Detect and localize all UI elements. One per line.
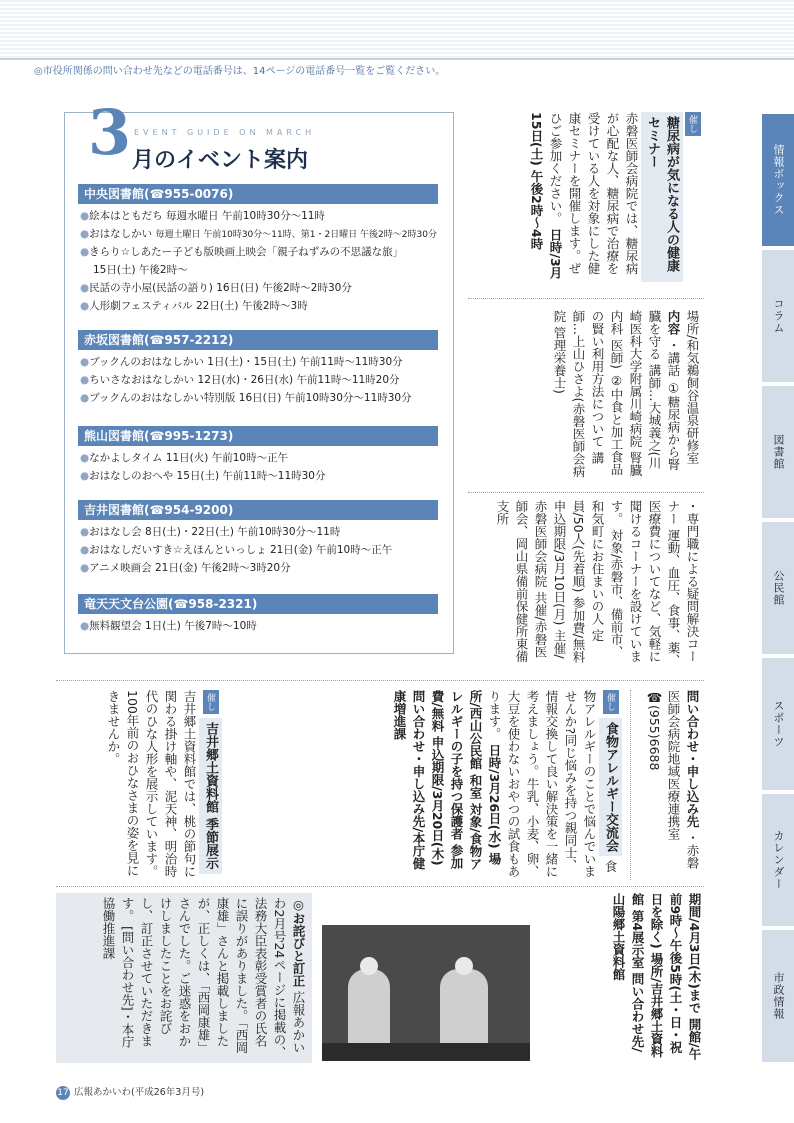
list-item: ●無料観望会 1日(土) 午後7時〜10時	[80, 620, 257, 632]
list-item: ●なかよしタイム 11日(火) 午前10時〜正午	[80, 452, 289, 464]
list-item: ●おはなしのおへや 15日(土) 午前11時〜11時30分	[80, 470, 326, 482]
tab-info-box[interactable]: 情報ボックス	[762, 114, 794, 246]
side-index	[760, 0, 794, 1123]
list-item: ●ちいさなおはなしかい 12日(水)・26日(水) 午前11時〜11時20分	[80, 374, 400, 386]
event-guide-title: 月のイベント案内	[132, 148, 309, 173]
diabetes-article-middle: 場所/和気鵜飼谷温泉研修室 内容 ・講話 ①糖尿病から腎臓を守る 講師…大城義之(川崎医科大学附属川崎病院 腎臓内科 医師) ②中食と加工食品の賢い利用方法について 講師…上山ひさよ(赤磐医師会病院 管理栄養士)	[552, 310, 700, 478]
divider	[468, 298, 704, 299]
category-badge: 催し	[203, 690, 219, 714]
event-guide-english: EVENT GUIDE ON MARCH	[134, 128, 316, 137]
allergy-heading: 食物アレルギー交流会	[599, 718, 622, 856]
diabetes-contact: 問い合わせ・申し込み先 ・赤磐医師会病院地域医療連携室 ☎(955)6688	[647, 690, 700, 869]
list-item: ●絵本はともだち 毎週水曜日 午前10時30分〜11時	[80, 210, 325, 222]
month-number: 3	[88, 96, 132, 169]
category-badge: 催し	[603, 690, 619, 714]
list-item: ●おはなし会 8日(土)・22日(土) 午前10時30分〜11時	[80, 526, 341, 538]
section-akasaka-library: 赤坂図書館(☎957-2212)	[78, 330, 438, 350]
diabetes-heading: 糖尿病が気になる人の健康セミナー	[641, 112, 683, 282]
section-yoshii-library: 吉井図書館(☎954-9200)	[78, 500, 438, 520]
header-band	[0, 0, 794, 58]
diabetes-article-top: 催し 糖尿病が気になる人の健康セミナー 赤磐医師会病院では、糖尿病が心配な人、糖尿病で治療を受けている人を対象にした健康セミナーを開催します。ぜひご参加ください。 日時/3月15日(土) 午後2時〜4時	[470, 112, 702, 282]
list-item: ●ブックんのおはなしかい特別版 16日(日) 午前10時30分〜11時30分	[80, 392, 412, 404]
tab-sports[interactable]: スポーツ	[762, 658, 794, 790]
section-observatory: 竜天天文台公園(☎958-2321)	[78, 594, 438, 614]
list-item: ●ブックんのおはなしかい 1日(土)・15日(土) 午前11時〜11時30分	[80, 356, 403, 368]
tab-community-center[interactable]: 公民館	[762, 522, 794, 654]
list-item: ●きらり☆しあたー子ども版映画上映会「親子ねずみの不思議な旅」	[80, 246, 404, 258]
museum-article-right: 期間/4月3日(木)まで 開館/午前9時〜午後5時(土・日・祝日を除く) 場所/吉井郷土資料館 第4展示室 問い合わせ先/山陽郷土資料館	[611, 893, 702, 1060]
list-item: ●民話の寺小屋(民話の語り) 16日(日) 午後2時〜2時30分	[80, 282, 352, 294]
list-item: ●おはなしかい 毎週土曜日 午前10時30分〜11時、第1・2日曜日 午後2時〜2時30分	[80, 228, 437, 240]
tab-library[interactable]: 図書館	[762, 386, 794, 518]
museum-article-left: 催し 吉井郷土資料館 季節展示 吉井郷土資料館では、桃の節句に関わる掛け軸や、泥天神、明治時代のひな人形を展示しています。100年前のおひなさまの姿を見にきませんか。	[58, 690, 222, 880]
list-item: ●人形劇フェスティバル 22日(土) 午後2時〜3時	[80, 300, 308, 312]
category-badge: 催し	[685, 112, 701, 136]
page-footer: 17 広報あかいわ(平成26年3月号)	[57, 1087, 205, 1098]
list-item: 15日(土) 午後2時〜	[93, 264, 188, 276]
apology-box: ◎お詫びと訂正 広報あかいわ2月号24ページに掲載の、法務大臣表彰受賞者の氏名に誤りがありました。「西岡康雄」さんと掲載しましたが、正しくは、「西岡康雄」さんでした。ご迷惑をおかけしましたことをお詫びし、訂正させていただきます。 [問い合わせ先]・本庁協働推進課	[56, 893, 312, 1063]
divider	[468, 492, 704, 493]
diabetes-article-bottom: ・専門職による疑問解決コーナー 運動、血圧、食事、薬、医療費についてなど、気軽に聞けるコーナーを設けています。 対象/赤磐市、備前市、和気町にお住まいの人 定員/50人(先着順) 参加費/無料 申込期限/3月10日(月) 主催/赤磐医師会病院 共催/赤磐医師会、岡山県備前保健所東備支所	[495, 500, 700, 667]
phone-notice: ◎市役所関係の問い合わせ先などの電話番号は、14ページの電話番号一覧をご覧ください。	[34, 66, 446, 77]
list-item: ●アニメ映画会 21日(金) 午後2時〜3時20分	[80, 562, 291, 574]
page-number: 17	[57, 1088, 69, 1098]
divider	[56, 680, 704, 681]
header-divider	[0, 58, 794, 60]
allergy-article: 催し 食物アレルギー交流会 食物アレルギーのことで悩んでいませんか?同じ悩みを持つ親同士、情報交換して良い解決策を一緒に考えましょう。牛乳、小麦、卵、大豆を使わないおやつの試食もあります。 日時/3月26日(水) 場所/西山公民館 和室 対象/食物アレルギーの子を持つ保護者 参加費/無料 申込期限/3月20日(木) 問い合わせ・申し込み先/本庁健康増進課	[230, 690, 622, 880]
section-kumayama-library: 熊山図書館(☎995-1273)	[78, 426, 438, 446]
tab-city-info[interactable]: 市政情報	[762, 930, 794, 1062]
divider	[56, 886, 704, 887]
museum-heading: 吉井郷土資料館 季節展示	[199, 718, 222, 874]
section-chuo-library: 中央図書館(☎955-0076)	[78, 184, 438, 204]
hina-doll-photo	[322, 925, 530, 1061]
tab-column[interactable]: コラム	[762, 250, 794, 382]
tab-calendar[interactable]: カレンダー	[762, 794, 794, 926]
divider	[630, 690, 631, 880]
list-item: ●おはなしだいすき☆えほんといっしょ 21日(金) 午前10時〜正午	[80, 544, 393, 556]
apology-heading: ◎お詫びと訂正	[291, 897, 306, 987]
